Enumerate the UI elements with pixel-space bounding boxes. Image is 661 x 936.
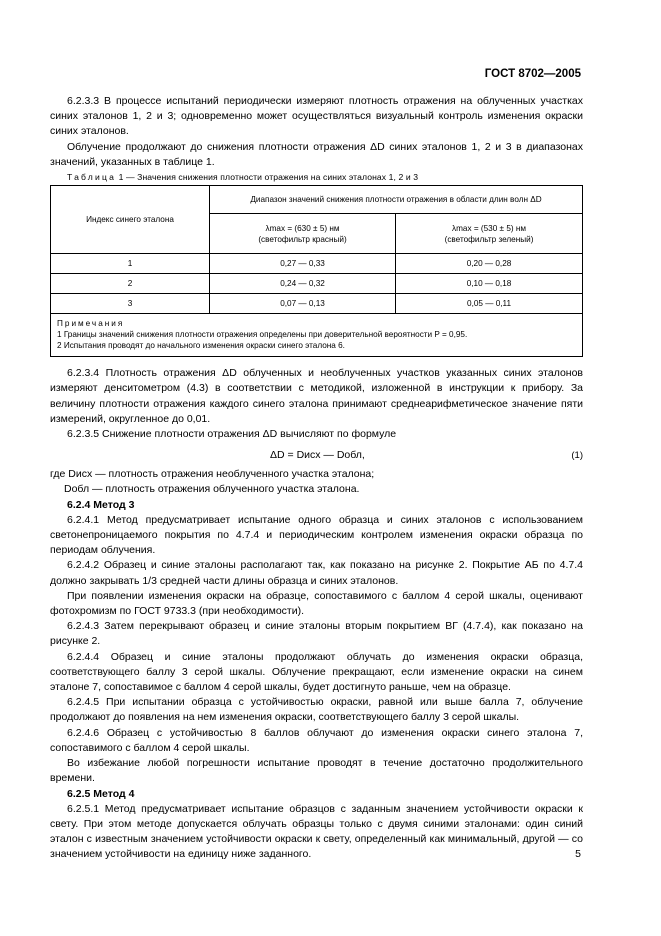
paragraph-6-2-4-2: 6.2.4.2 Образец и синие эталоны располагают так, как показано на рисунке 2. Покрытие АБ по 4.7.4 должно закрывать 1/3 средней части длины образца и синих эталонов.	[50, 559, 583, 587]
cell-green: 0,05 — 0,11	[396, 294, 583, 314]
where-line-1: где Dисх — плотность отражения необлученного участка эталона;	[50, 468, 375, 481]
formula-text: ΔD = Dисх — Dобл,	[270, 449, 365, 462]
paragraph-6-2-4-1: 6.2.4.1 Метод предусматривает испытание одного образца и синих эталонов с использованием светонепроницаемого покрытия по 4.7.4 и периодическим контролем изменения окраски образца по периодам облучения.	[50, 513, 583, 557]
paragraph-6-2-3-5: 6.2.3.5 Снижение плотности отражения ΔD вычисляют по формуле	[67, 428, 397, 441]
paragraph-6-2-3-3: 6.2.3.3 В процессе испытаний периодически измеряют плотность отражения на облученных участках синих эталонов 1, 2 и 3; одновременно может осуществляться визуальный контроль изменения окраски синих эталонов.	[50, 95, 583, 138]
cell-red: 0,24 — 0,32	[210, 274, 396, 294]
paragraph-irradiation: Облучение продолжают до снижения плотности отражения ΔD синих эталонов 1, 2 и 3 в диапазонах значений, указанных в таблице 1.	[50, 140, 583, 168]
table-row	[51, 274, 583, 294]
table-notes	[50, 314, 583, 357]
page-number: 5	[575, 848, 581, 860]
paragraph-error-avoidance: Во избежание любой погрешности испытание проводят в течение достаточно продолжительного времени.	[50, 757, 583, 785]
col-header-green	[396, 214, 583, 254]
note-1: 1 Границы значений снижения плотности отражения определены при доверительной вероятности P = 0,95.	[57, 330, 468, 340]
cell-red: 0,07 — 0,13	[210, 294, 396, 314]
cell-index: 3	[51, 294, 210, 314]
red-lambda: λmax = (630 ± 5) нм	[265, 223, 340, 233]
formula-1	[50, 445, 583, 467]
red-filter: (светофильтр красный)	[258, 234, 347, 244]
cell-index: 1	[51, 254, 210, 274]
col-header-index: Индекс синего эталона	[51, 186, 210, 254]
table-caption-text: 1 — Значения снижения плотности отражения на синих эталонах 1, 2 и 3	[118, 172, 419, 183]
formula-number: (1)	[571, 450, 583, 462]
where-line-2: Dобл — плотность отражения облученного участка эталона.	[64, 483, 360, 496]
paragraph-6-2-4-5: 6.2.4.5 При испытании образца с устойчивостью окраски, равной или выше балла 7, облучение продолжают до появления на нем изменения окраски, соответствующего баллу 3 серой шкалы.	[50, 696, 583, 724]
cell-green: 0,20 — 0,28	[396, 254, 583, 274]
notes-title: Примечания	[57, 319, 125, 329]
paragraph-6-2-4-6: 6.2.4.6 Образец с устойчивостью 8 баллов облучают до изменения окраски синего эталона 7, сопоставимого с баллом 4 серой шкалы.	[50, 726, 583, 754]
green-lambda: λmax = (530 ± 5) нм	[452, 223, 527, 233]
page-content	[50, 94, 583, 863]
cell-green: 0,10 — 0,18	[396, 274, 583, 294]
table-caption-prefix: Таблица	[67, 172, 117, 183]
green-filter: (светофильтр зеленый)	[444, 234, 534, 244]
table-row	[51, 294, 583, 314]
paragraph-6-2-4-4: 6.2.4.4 Образец и синие эталоны продолжают облучать до изменения окраски образца, соответствующего баллу 3 серой шкалы. Облучение прекращают, если изменение окраски на синем эталоне 7, сопоставимое с баллом 4 серой шкалы, будет достигнуто раньше, чем на образце.	[50, 650, 583, 694]
heading-6-2-5: 6.2.5 Метод 4	[67, 787, 135, 800]
col-header-red	[210, 214, 396, 254]
col-header-range: Диапазон значений снижения плотности отражения в области длин волн ΔD	[210, 186, 583, 214]
note-2: 2 Испытания проводят до начального изменения окраски синего эталона 6.	[57, 341, 345, 351]
paragraph-6-2-5-1: 6.2.5.1 Метод предусматривает испытание образцов с заданным значением устойчивости окраски к свету. При этом методе допускается облучать образцы только с двумя синими эталонами: один синий эталон с известным значением устойчивости окраски к свету, определенный как минимальный, другой — со значением устойчивости на единицу ниже заданного.	[50, 802, 583, 861]
cell-red: 0,27 — 0,33	[210, 254, 396, 274]
paragraph-6-2-4-3: 6.2.4.3 Затем перекрывают образец и синие эталоны вторым покрытием ВГ (4.7.4), как показано на рисунке 2.	[50, 620, 583, 648]
table-1	[50, 185, 583, 314]
heading-6-2-4: 6.2.4 Метод 3	[67, 498, 135, 511]
paragraph-6-2-3-4: 6.2.3.4 Плотность отражения ΔD облученных и необлученных участков указанных синих эталонов измеряют денситометром (4.3) в соответствии с методикой, изложенной в инструкции к прибору. За величину плотности отражения каждого синего эталона принимают среднеарифметическое значение пяти измерений, округленное до 0,01.	[50, 367, 583, 425]
document-code: ГОСТ 8702—2005	[484, 68, 581, 80]
cell-index: 2	[51, 274, 210, 294]
paragraph-photochromism: При появлении изменения окраски на образце, сопоставимого с баллом 4 серой шкалы, оценивают фотохромизм по ГОСТ 9733.3 (при необходимости).	[50, 589, 583, 618]
table-row	[51, 254, 583, 274]
table-caption	[50, 170, 583, 185]
